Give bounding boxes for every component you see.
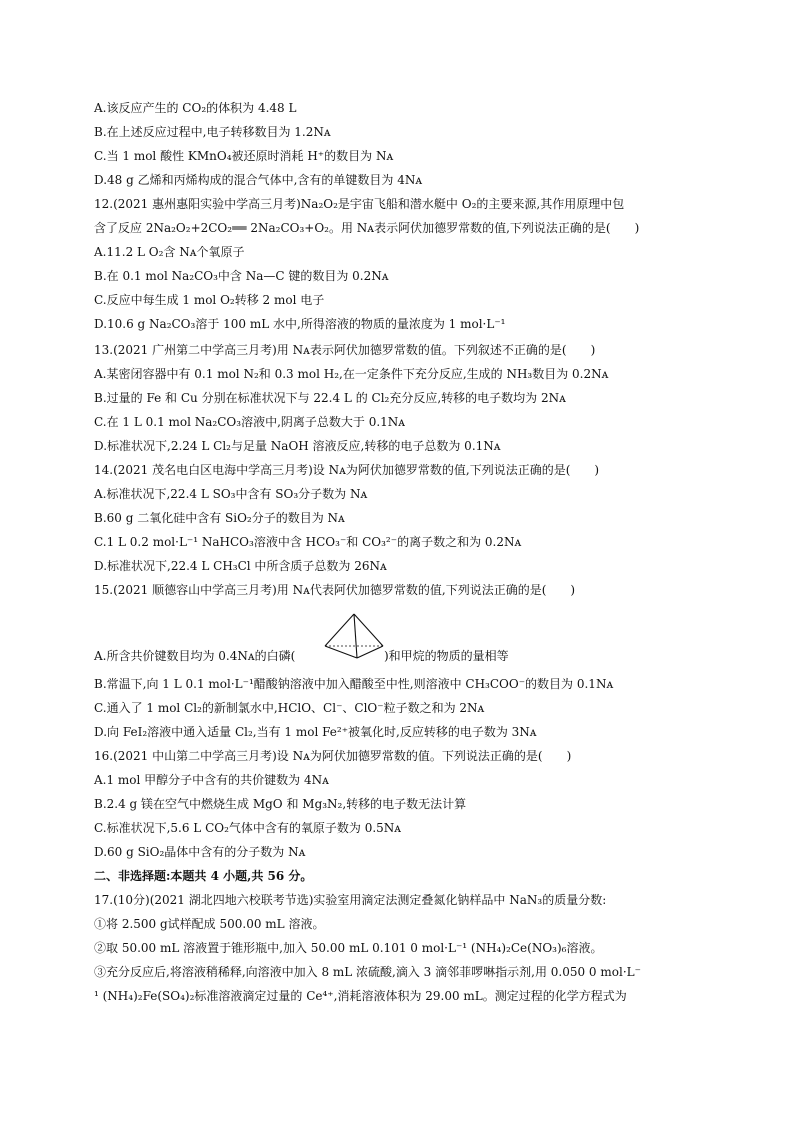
q15-option-c: C.通入了 1 mol Cl₂的新制氯水中,HClO、Cl⁻、ClO⁻粒子数之和为 2Nᴀ [94,701,485,715]
section-heading: 二、非选择题:本题共 4 小题,共 56 分。 [94,869,313,883]
q15-option-a-part2: )和甲烷的物质的量相等 [384,649,509,663]
q15-option-d: D.向 FeI₂溶液中通入适量 Cl₂,当有 1 mol Fe²⁺被氧化时,反应转移的电子数为 3Nᴀ [94,725,537,739]
q12-option-a: A.11.2 L O₂含 Nᴀ个氧原子 [94,245,245,259]
q15-option-b: B.常温下,向 1 L 0.1 mol·L⁻¹醋酸钠溶液中加入醋酸至中性,则溶液中 CH₃COO⁻的数目为 0.1Nᴀ [94,677,614,691]
q13-stem: 13.(2021 广州第二中学高三月考)用 Nᴀ表示阿伏加德罗常数的值。下列叙述不正确的是( ) [94,343,596,357]
q17-step2: ②取 50.00 mL 溶液置于锥形瓶中,加入 50.00 mL 0.101 0 mol·L⁻¹ (NH₄)₂Ce(NO₃)₆溶液。 [94,941,603,955]
q16-option-c: C.标准状况下,5.6 L CO₂气体中含有的氧原子数为 0.5Nᴀ [94,821,402,835]
q17-step3-line2: ¹ (NH₄)₂Fe(SO₄)₂标准溶液滴定过量的 Ce⁴⁺,消耗溶液体积为 29.00 mL。测定过程的化学方程式为 [94,989,627,1003]
q11-option-c: C.当 1 mol 酸性 KMnO₄被还原时消耗 H⁺的数目为 Nᴀ [94,149,394,163]
q14-option-a: A.标准状况下,22.4 L SO₃中含有 SO₃分子数为 Nᴀ [94,487,368,501]
q14-option-b: B.60 g 二氧化硅中含有 SiO₂分子的数目为 Nᴀ [94,511,345,525]
q11-option-b: B.在上述反应过程中,电子转移数目为 1.2Nᴀ [94,125,331,139]
q14-option-d: D.标准状况下,22.4 L CH₃Cl 中所含质子总数为 26Nᴀ [94,559,387,573]
q12-option-b: B.在 0.1 mol Na₂CO₃中含 Na—C 键的数目为 0.2Nᴀ [94,269,389,283]
q13-option-a: A.某密闭容器中有 0.1 mol N₂和 0.3 mol H₂,在一定条件下充分反应,生成的 NH₃数目为 0.2Nᴀ [94,367,609,381]
q14-option-c: C.1 L 0.2 mol·L⁻¹ NaHCO₃溶液中含 HCO₃⁻和 CO₃²⁻的离子数之和为 0.2Nᴀ [94,535,522,549]
q15-option-a-part1: A.所含共价键数目均为 0.4Nᴀ的白磷( [94,649,296,663]
q13-option-c: C.在 1 L 0.1 mol Na₂CO₃溶液中,阴离子总数大于 0.1Nᴀ [94,415,406,429]
q16-option-b: B.2.4 g 镁在空气中燃烧生成 MgO 和 Mg₃N₂,转移的电子数无法计算 [94,797,467,811]
q12-stem-line2: 含了反应 2Na₂O₂+2CO₂══ 2Na₂CO₃+O₂。用 Nᴀ表示阿伏加德罗常数的值,下列说法正确的是( ) [94,221,640,235]
q15-stem: 15.(2021 顺德容山中学高三月考)用 Nᴀ代表阿伏加德罗常数的值,下列说法正确的是( ) [94,583,576,597]
q14-stem: 14.(2021 茂名电白区电海中学高三月考)设 Nᴀ为阿伏加德罗常数的值,下列说法正确的是( ) [94,463,600,477]
q12-stem-line1: 12.(2021 惠州惠阳实验中学高三月考)Na₂O₂是宇宙飞船和潜水艇中 O₂的主要来源,其作用原理中包 [94,197,625,211]
q12-option-d: D.10.6 g Na₂CO₃溶于 100 mL 水中,所得溶液的物质的量浓度为 1 mol·L⁻¹ [94,317,506,331]
q17-stem: 17.(10分)(2021 湖北四地六校联考节选)实验室用滴定法测定叠氮化钠样品中 NaN₃的质量分数: [94,893,607,907]
q12-option-c: C.反应中每生成 1 mol O₂转移 2 mol 电子 [94,293,325,307]
q16-option-d: D.60 g SiO₂晶体中含有的分子数为 Nᴀ [94,845,306,859]
q11-option-d: D.48 g 乙烯和丙烯构成的混合气体中,含有的单键数目为 4Nᴀ [94,173,423,187]
q16-stem: 16.(2021 中山第二中学高三月考)设 Nᴀ为阿伏加德罗常数的值。下列说法正确的是( ) [94,749,572,763]
q17-step1: ①将 2.500 g试样配成 500.00 mL 溶液。 [94,917,325,931]
q11-option-a: A.该反应产生的 CO₂的体积为 4.48 L [94,101,297,115]
white-phosphorus-tetrahedron-icon [323,612,385,660]
q16-option-a: A.1 mol 甲醇分子中含有的共价键数为 4Nᴀ [94,773,329,787]
q13-option-d: D.标准状况下,2.24 L Cl₂与足量 NaOH 溶液反应,转移的电子总数为 0.1Nᴀ [94,439,501,453]
q17-step3-line1: ③充分反应后,将溶液稍稀释,向溶液中加入 8 mL 浓硫酸,滴入 3 滴邻菲啰啉指示剂,用 0.050 0 mol·L⁻ [94,965,641,979]
q13-option-b: B.过量的 Fe 和 Cu 分别在标准状况下与 22.4 L 的 Cl₂充分反应,转移的电子数均为 2Nᴀ [94,391,566,405]
